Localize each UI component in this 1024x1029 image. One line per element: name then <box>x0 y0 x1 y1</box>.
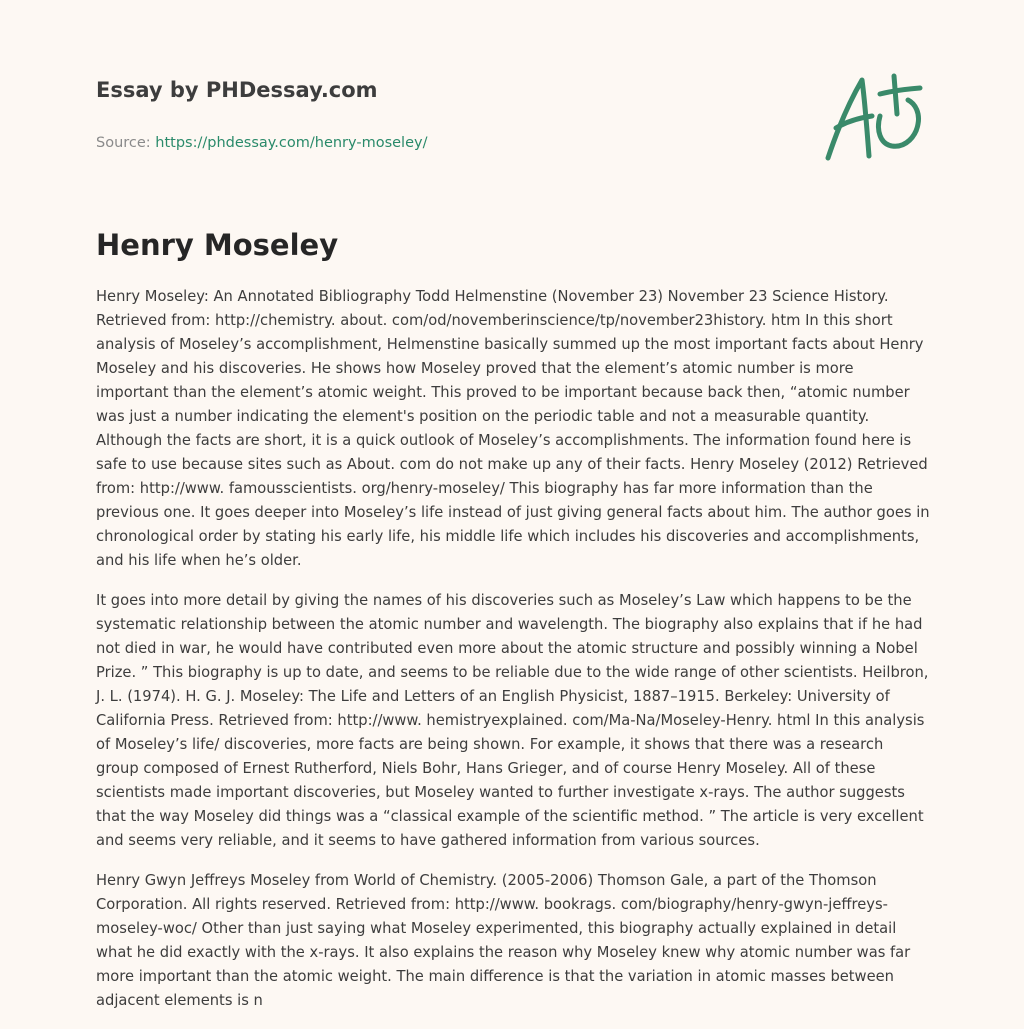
page-title: Henry Moseley <box>96 228 339 262</box>
a-plus-logo-icon <box>822 68 926 164</box>
page-header <box>96 76 796 153</box>
source-label: Source: <box>96 135 156 151</box>
source-link[interactable]: https://phdessay.com/henry-moseley/ <box>155 135 428 151</box>
site-brand: Essay by PHDessay.com <box>96 78 378 102</box>
essay-body <box>96 285 930 1029</box>
source-line <box>96 133 796 153</box>
paragraph: Henry Gwyn Jeffreys Moseley from World of Chemistry. (2005-2006) Thomson Gale, a part of the Thomson Corporation. All rights reserved. Retrieved from: http://www. bookrags. com/biography/henry-gwyn-jeffreys-moseley-woc/ Other than just saying what Moseley experimented, this biography actually explained in detail what he did exactly with the x-rays. It also explains the reason why Moseley knew why atomic number was far more important than the atomic weight. The main difference is that the variation in atomic masses between adjacent elements is n <box>96 872 911 1009</box>
paragraph: It goes into more detail by giving the names of his discoveries such as Moseley’s Law which happens to be the systematic relationship between the atomic number and wavelength. The biography also explains that if he had not died in war, he would have contributed even more about the atomic structure and possibly winning a Nobel Prize. ” This biography is up to date, and seems to be reliable due to the wide range of other scientists. Heilbron, J. L. (1974). H. G. J. Moseley: The Life and Letters of an English Physicist, 1887–1915. Berkeley: University of California Press. Retrieved from: http://www. hemistryexplained. com/Ma-Na/Moseley-Henry. html In this analysis of Moseley’s life/ discoveries, more facts are being shown. For example, it shows that there was a research group composed of Ernest Rutherford, Niels Bohr, Hans Grieger, and of course Henry Moseley. All of these scientists made important discoveries, but Moseley wanted to further investigate x-rays. The author suggests that the way Moseley did things was a “classical example of the scientific method. ” The article is very excellent and seems very reliable, and it seems to have gathered information from various sources. <box>96 592 929 849</box>
paragraph: Henry Moseley: An Annotated Bibliography Todd Helmenstine (November 23) November 23 Science History. Retrieved from: http://chemistry. about. com/od/novemberinscience/tp/november23history. htm In this short analysis of Moseley’s accomplishment, Helmenstine basically summed up the most important facts about Henry Moseley and his discoveries. He shows how Moseley proved that the element’s atomic number is more important than the element’s atomic weight. This proved to be important because back then, “atomic number was just a number indicating the element's position on the periodic table and not a measurable quantity. Although the facts are short, it is a quick outlook of Moseley’s accomplishments. The information found here is safe to use because sites such as About. com do not make up any of their facts. Henry Moseley (2012) Retrieved from: http://www. famousscientists. org/henry-moseley/ This biography has far more information than the previous one. It goes deeper into Moseley’s life instead of just giving general facts about him. The author goes in chronological order by stating his early life, his middle life which includes his discoveries and accomplishments, and his life when he’s older. <box>96 288 930 569</box>
